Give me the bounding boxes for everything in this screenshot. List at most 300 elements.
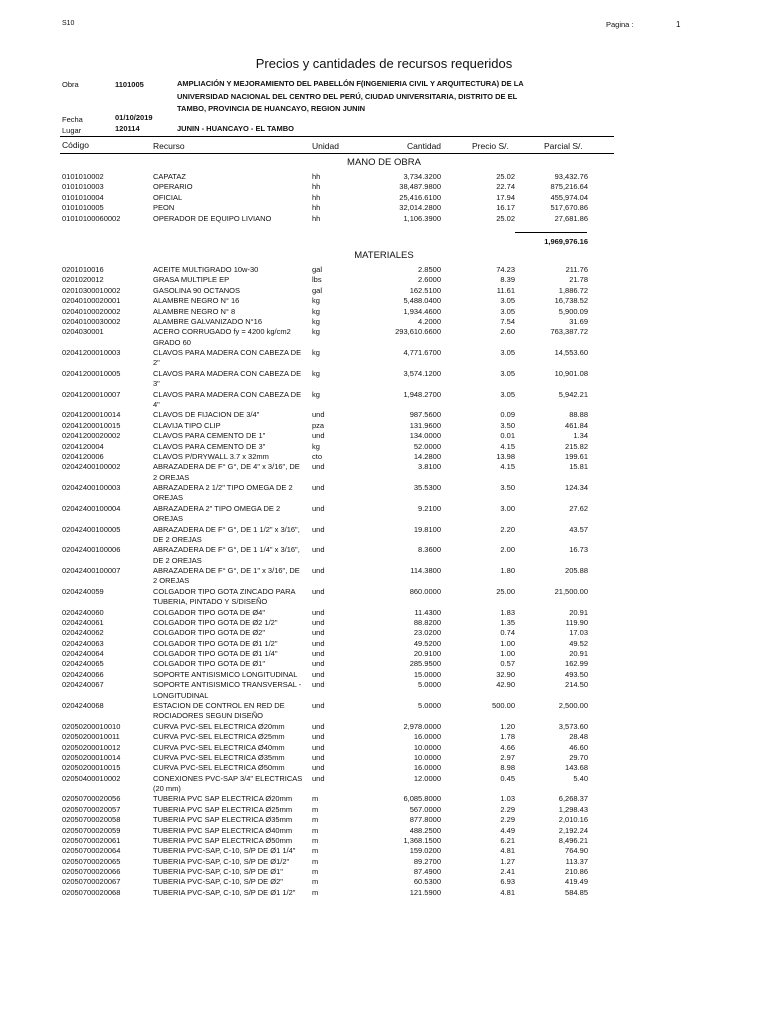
row-resource: COLGADOR TIPO GOTA DE Ø2" [153,628,265,638]
row-quantity: 38,487.9800 [399,182,441,192]
row-resource: COLGADOR TIPO GOTA DE Ø1 1/2" [153,638,278,648]
row-resource: TUBERIA PVC SAP ELECTRICA Ø50mm [153,835,293,845]
row-resource: 3" [153,379,160,389]
row-code: 0204240060 [62,607,104,617]
row-price: 2.41 [500,867,515,876]
table-row [0,857,768,867]
row-resource: ROCIADORES SEGUN DISEÑO [153,711,264,721]
row-quantity: 25,416.6100 [399,192,441,202]
table-row-continuation [0,514,768,524]
row-resource: CONEXIONES PVC-SAP 3/4" ELECTRICAS [153,773,303,783]
row-unit: m [312,867,319,876]
table-row [0,172,768,182]
table-row [0,275,768,285]
row-partial: 17.03 [569,628,588,638]
row-price: 6.21 [500,835,515,845]
row-quantity: 16.0000 [413,763,441,773]
row-price: 3.05 [500,306,515,316]
row-resource: TUBERIA PVC-SAP, C-10, S/P DE Ø1 1/2" [153,887,296,897]
row-quantity: 2.8500 [418,265,441,274]
row-partial: 211.76 [565,265,588,274]
row-quantity: 159.0200 [409,846,441,856]
row-code: 0201020012 [62,275,104,285]
row-unit: und [312,649,325,659]
row-unit: m [312,794,319,804]
table-row [0,628,768,638]
lugar-label: Lugar [62,126,82,135]
row-unit: hh [312,192,321,202]
row-quantity: 1,368.1500 [403,835,441,845]
row-price: 1.83 [500,607,515,617]
row-partial: 15.81 [569,462,588,472]
row-code: 02050700020057 [62,804,121,814]
row-code: 02050400010002 [62,773,121,783]
row-code: 0204030001 [62,327,104,337]
row-quantity: 52.0000 [413,441,441,451]
row-price: 7.54 [500,316,515,326]
lugar-description: JUNIN - HUANCAYO - EL TAMBO [177,124,294,133]
row-unit: und [312,628,325,638]
row-partial: 584.85 [565,887,588,897]
row-resource: COLGADOR TIPO GOTA ZINCADO PARA [153,586,296,596]
row-quantity: 10.0000 [413,742,441,752]
row-price: 0.57 [500,659,515,669]
row-resource: (20 mm) [153,784,181,793]
table-row [0,836,768,846]
row-quantity: 114.3800 [410,566,441,575]
row-quantity: 5.0000 [418,680,441,690]
table-row [0,348,768,358]
row-partial: 215.82 [565,441,588,451]
row-quantity: 121.5900 [409,887,441,897]
row-code: 02050700020061 [62,835,121,845]
row-price: 0.09 [500,410,515,420]
row-quantity: 162.5100 [409,285,441,295]
row-price: 4.81 [500,846,515,856]
row-code: 02040100020001 [62,296,121,306]
row-unit: und [312,638,325,648]
row-price: 1.78 [500,732,515,742]
row-unit: und [312,701,325,710]
row-unit: kg [312,389,320,399]
row-quantity: 860.0000 [409,586,441,596]
row-quantity: 60.5300 [413,877,441,887]
row-partial: 31.69 [569,316,588,326]
row-partial: 210.86 [565,867,588,876]
row-unit: und [312,545,325,555]
row-partial: 10,901.08 [554,368,588,378]
row-unit: und [312,742,325,752]
row-code: 02050200010015 [62,763,121,773]
row-code: 02050700020065 [62,856,121,866]
page-title: Precios y cantidades de recursos requeridos [255,56,513,71]
row-code: 02041200010005 [62,368,121,378]
row-partial: 143.68 [565,763,588,773]
table-row [0,701,768,711]
row-unit: und [312,524,325,534]
row-price: 4.49 [500,825,515,835]
row-price: 4.66 [500,742,515,752]
row-price: 11.61 [496,285,515,295]
table-row [0,815,768,825]
row-price: 8.39 [500,275,515,285]
row-unit: und [312,669,325,679]
row-price: 3.50 [500,420,515,430]
row-price: 500.00 [492,701,515,710]
section-mano-de-obra: MANO DE OBRA [347,157,421,168]
row-code: 0204240066 [62,669,104,679]
row-resource: LONGITUDINAL [153,690,209,700]
row-unit: m [312,846,319,856]
table-row-continuation [0,493,768,503]
row-unit: m [312,804,319,814]
table-row [0,763,768,773]
row-unit: und [312,763,325,773]
row-resource: GRASA MULTIPLE EP [153,275,230,285]
row-unit: hh [312,182,321,192]
row-resource: 2 OREJAS [153,576,190,586]
row-unit: und [312,617,325,627]
table-row [0,203,768,213]
row-price: 3.05 [500,368,515,378]
row-unit: kg [312,316,320,326]
table-row [0,618,768,628]
row-quantity: 49.5200 [413,638,441,648]
row-partial: 20.91 [569,607,588,617]
row-price: 74.23 [496,265,515,274]
row-code: 02041200010003 [62,348,121,357]
row-partial: 419.49 [565,877,588,887]
obra-description-line: AMPLIACIÓN Y MEJORAMIENTO DEL PABELLÓN F(INGENIERIA CIVIL Y ARQUITECTURA) DE LA [177,79,524,88]
row-partial: 124.34 [565,483,588,492]
table-row [0,296,768,306]
row-partial: 5,900.09 [558,306,588,316]
table-row [0,743,768,753]
row-resource: CURVA PVC-SEL ELECTRICA Ø25mm [153,732,285,742]
row-quantity: 89.2700 [413,856,441,866]
row-price: 3.05 [500,296,515,306]
row-price: 25.02 [496,172,515,181]
row-code: 01010100060002 [62,213,121,223]
row-quantity: 8.3600 [418,545,441,555]
row-partial: 1,886.72 [558,285,588,295]
row-resource: COLGADOR TIPO GOTA DE Ø4" [153,607,265,617]
row-resource: CLAVIJA TIPO CLIP [153,420,221,430]
row-quantity: 6,085.8000 [403,794,441,804]
row-resource: TUBERIA PVC SAP ELECTRICA Ø35mm [153,815,293,825]
row-resource: COLGADOR TIPO GOTA DE Ø1" [153,659,265,669]
row-price: 0.45 [500,773,515,783]
row-unit: gal [312,285,323,295]
table-row [0,670,768,680]
row-price: 1.00 [500,638,515,648]
row-price: 4.15 [500,441,515,451]
table-row [0,286,768,296]
row-code: 02050700020066 [62,867,121,876]
row-partial: 16,738.52 [554,296,588,306]
row-partial: 764.90 [565,846,588,856]
row-partial: 27,681.86 [554,213,588,223]
row-unit: und [312,503,325,513]
table-row [0,659,768,669]
row-resource: ABRAZADERA 2 1/2" TIPO OMEGA DE 2 [153,483,293,492]
table-row [0,317,768,327]
table-row [0,265,768,275]
table-row [0,462,768,472]
row-partial: 88.88 [569,410,588,420]
row-quantity: 32,014.2800 [399,203,441,213]
table-row [0,214,768,224]
row-partial: 21,500.00 [554,586,588,596]
row-resource: TUBERIA PVC-SAP, C-10, S/P DE Ø2" [153,877,283,887]
row-resource: CLAVOS PARA CEMENTO DE 3" [153,441,266,451]
row-resource: ACERO CORRUGADO fy = 4200 kg/cm2 [153,327,291,337]
row-price: 2.60 [500,327,515,337]
row-price: 1.03 [500,794,515,804]
row-partial: 517,670.86 [550,203,588,213]
row-quantity: 134.0000 [409,431,441,441]
table-row [0,877,768,887]
obra-description [177,78,557,116]
table-row [0,452,768,462]
row-code: 0204240064 [62,649,104,659]
table-row [0,649,768,659]
row-quantity: 2.6000 [418,275,441,285]
row-partial: 49.52 [569,638,588,648]
row-partial: 1,298.43 [558,804,588,814]
table-row [0,193,768,203]
table-row-continuation [0,576,768,586]
table-row [0,753,768,763]
row-resource: 2 OREJAS [153,472,190,482]
table-row [0,722,768,732]
col-header-parcial: Parcial S/. [544,141,583,151]
row-code: 0204240059 [62,586,104,596]
row-resource: SOPORTE ANTISISMICO LONGITUDINAL [153,669,298,679]
row-unit: kg [312,327,320,337]
row-code: 02042400100007 [62,566,121,575]
row-quantity: 10.0000 [413,752,441,762]
report-code: S10 [62,20,75,27]
row-resource: COLGADOR TIPO GOTA DE Ø2 1/2" [153,617,278,627]
row-code: 02050200010012 [62,742,121,752]
row-quantity: 293,610.6600 [395,327,441,337]
row-partial: 3,573.60 [558,721,588,731]
obra-description-line: UNIVERSIDAD NACIONAL DEL CENTRO DEL PERÚ, CIUDAD UNIVERSITARIA, DISTRITO DE EL [177,91,518,101]
row-quantity: 20.9100 [413,649,441,659]
row-resource: TUBERIA PVC-SAP, C-10, S/P DE Ø1 1/4" [153,846,296,856]
lugar-code: 120114 [115,124,140,133]
subtotal-rule [515,232,587,233]
row-code: 0204240065 [62,659,104,669]
row-price: 2.20 [500,524,515,534]
row-quantity: 285.9500 [409,659,441,669]
row-price: 4.81 [500,887,515,897]
table-row-continuation [0,784,768,794]
row-partial: 21.78 [569,275,588,285]
table-row [0,867,768,877]
table-row [0,390,768,400]
row-partial: 199.61 [565,451,588,461]
row-resource: ABRAZADERA DE F° G°, DE 1 1/2" x 3/16", [153,524,300,534]
row-unit: und [312,462,325,472]
row-resource: ACEITE MULTIGRADO 10w-30 [153,265,259,274]
row-resource: SOPORTE ANTISISMICO TRANSVERSAL - [153,680,302,690]
header-rule-bottom [60,153,614,154]
row-partial: 46.60 [569,742,588,752]
row-unit: und [312,410,325,420]
row-quantity: 35.5300 [413,483,441,492]
row-resource: TUBERIA PVC-SAP, C-10, S/P DE Ø1" [153,867,283,876]
row-quantity: 12.0000 [413,773,441,783]
row-price: 3.00 [500,503,515,513]
row-partial: 43.57 [569,524,588,534]
row-resource: OPERADOR DE EQUIPO LIVIANO [153,213,272,223]
row-price: 2.97 [500,752,515,762]
row-code: 0204240067 [62,680,104,690]
row-quantity: 14.2800 [413,451,441,461]
table-row-continuation [0,711,768,721]
row-partial: 28.48 [569,732,588,742]
row-partial: 493.50 [565,669,588,679]
row-unit: und [312,483,325,492]
row-quantity: 5.0000 [418,701,441,710]
row-code: 0204240062 [62,628,104,638]
row-resource: OREJAS [153,514,184,524]
row-price: 1.00 [500,649,515,659]
row-price: 0.74 [500,628,515,638]
row-resource: TUBERIA PVC SAP ELECTRICA Ø25mm [153,804,293,814]
row-quantity: 1,934.4600 [403,306,441,316]
row-partial: 1.34 [573,431,588,441]
row-resource: 4" [153,399,160,409]
header-rule-top [60,136,614,137]
row-code: 0204240063 [62,638,104,648]
table-row [0,587,768,597]
row-resource: PEON [153,203,175,213]
table-row [0,680,768,690]
row-quantity: 3.8100 [418,462,441,472]
row-unit: und [312,680,325,690]
table-row [0,805,768,815]
row-resource: ABRAZADERA DE F° G°, DE 1" x 3/16", DE [153,566,300,575]
row-resource: GRADO 60 [153,337,191,347]
row-code: 02042400100006 [62,545,121,555]
row-resource: CURVA PVC-SEL ELECTRICA Ø40mm [153,742,285,752]
row-resource: ALAMBRE NEGRO N° 16 [153,296,240,306]
row-resource: ESTACION DE CONTROL EN RED DE [153,701,285,710]
row-quantity: 987.5600 [409,410,441,420]
row-partial: 16.73 [569,545,588,555]
row-quantity: 4.2000 [418,316,441,326]
row-resource: ALAMBRE NEGRO N° 8 [153,306,236,316]
row-price: 1.20 [500,721,515,731]
fecha-label: Fecha [62,115,83,124]
row-price: 17.94 [496,192,515,202]
row-code: 02050200010014 [62,752,121,762]
row-code: 02050700020064 [62,846,121,856]
row-partial: 2,010.16 [558,815,588,825]
row-unit: kg [312,441,320,451]
row-quantity: 488.2500 [409,825,441,835]
row-price: 8.98 [500,763,515,773]
row-quantity: 5,488.0400 [403,296,441,306]
row-quantity: 87.4900 [413,867,441,876]
row-unit: hh [312,172,321,181]
table-row-continuation [0,379,768,389]
row-code: 02040100030002 [62,316,121,326]
row-code: 02050700020068 [62,887,121,897]
row-resource: CLAVOS PARA CEMENTO DE 1" [153,431,266,441]
row-partial: 113.37 [565,856,588,866]
row-price: 0.01 [500,431,515,441]
row-partial: 763,387.72 [550,327,588,337]
row-price: 2.00 [500,545,515,555]
row-quantity: 9.2100 [418,503,441,513]
row-price: 2.29 [500,815,515,825]
table-row [0,566,768,576]
row-partial: 205.88 [565,566,588,575]
table-row [0,608,768,618]
row-unit: m [312,825,319,835]
row-resource: ABRAZADERA DE F° G°, DE 1 1/4" x 3/16", [153,545,300,555]
table-row [0,182,768,192]
row-unit: pza [312,420,325,430]
row-code: 02042400100003 [62,483,121,492]
row-code: 0101010002 [62,172,104,181]
row-code: 0101010004 [62,192,104,202]
row-unit: cto [312,451,323,461]
row-price: 32.90 [496,669,515,679]
row-resource: CLAVOS P/DRYWALL 3.7 x 32mm [153,451,269,461]
row-code: 0101010003 [62,182,104,192]
row-quantity: 131.9600 [409,420,441,430]
row-code: 02010300010002 [62,285,121,295]
row-partial: 214.50 [565,680,588,690]
row-resource: CURVA PVC-SEL ELECTRICA Ø50mm [153,763,285,773]
row-resource: OREJAS [153,493,184,503]
obra-description-line: TAMBO, PROVINCIA DE HUANCAYO, REGION JUNIN [177,104,366,113]
row-unit: und [312,752,325,762]
row-partial: 162.99 [565,659,588,669]
row-partial: 5.40 [573,773,588,783]
table-row-continuation [0,556,768,566]
row-partial: 2,192.24 [558,825,588,835]
row-unit: und [312,721,325,731]
table-row [0,639,768,649]
row-partial: 455,974.04 [550,192,588,202]
row-quantity: 3,574.1200 [403,368,441,378]
row-code: 0204120004 [62,441,104,451]
row-code: 0201010016 [62,265,104,274]
row-price: 1.80 [500,566,515,575]
row-partial: 27.62 [569,503,588,513]
row-price: 1.27 [500,856,515,866]
table-row [0,826,768,836]
obra-code: 1101005 [115,80,144,89]
row-unit: m [312,856,319,866]
table-row-continuation [0,400,768,410]
row-quantity: 1,948.2700 [403,389,441,399]
row-quantity: 567.0000 [409,804,441,814]
row-unit: und [312,586,325,596]
row-price: 25.00 [496,586,515,596]
col-header-cantidad: Cantidad [407,141,442,151]
row-quantity: 11.4300 [414,607,441,617]
row-unit: und [312,566,325,575]
row-code: 02042400100005 [62,524,121,534]
row-unit: gal [312,265,323,274]
